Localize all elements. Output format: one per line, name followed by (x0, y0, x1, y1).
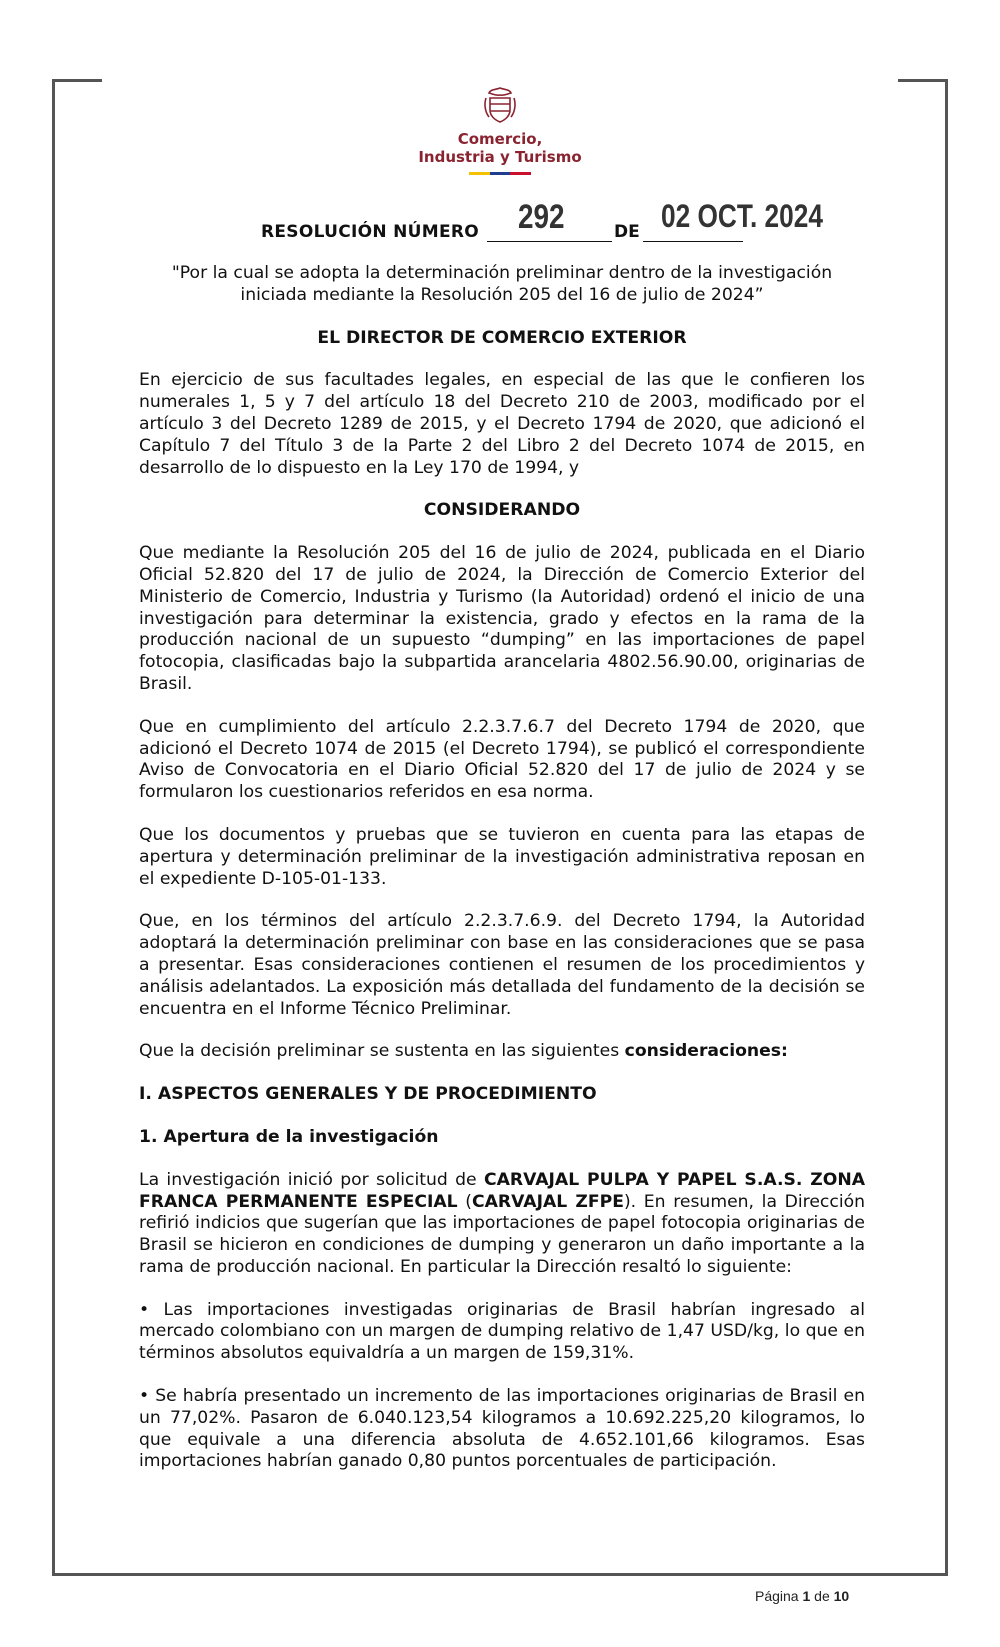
page-label: Página (755, 1588, 799, 1604)
subtitle-line-1: "Por la cual se adopta la determinación preliminar dentro de la investigación (171, 263, 833, 283)
resolution-label: RESOLUCIÓN NÚMERO (261, 222, 480, 242)
preamble-paragraph: En ejercicio de sus facultades legales, en especial de las que le confieren los numerales 1, 5 y 7 del artículo 18 del Decreto 210 de 2003, modificado por el artículo 3 del Decreto 1289 de 2015, y el Decreto 1794 de 2020, que adicionó el Capítulo 7 del Título 3 de la Parte 2 del Libro 2 del Decreto 1074 de 2015, en desarrollo de lo dispuesto en la Ley 170 de 1994, y (139, 370, 865, 478)
bullet-2: • Se habría presentado un incremento de las importaciones originarias de Brasil en un 77,02%. Pasaron de 6.040.123,54 kilogramos a 10.692.225,20 kilogramos, lo que equivale a una diferencia absoluta de 4.652.101,66 kilogramos. Esas importaciones habrían ganado 0,80 puntos porcentuales de participación. (139, 1386, 865, 1472)
paragraph-4: Que, en los términos del artículo 2.2.3.7.6.9. del Decreto 1794, la Autoridad adoptará la determinación preliminar con base en las consideraciones que se pasa a presentar. Esas consideraciones contienen el resumen de los procedimientos y análisis adelantados. La exposición más detallada del fundamento de la decisión se encuentra en el Informe Técnico Preliminar. (139, 911, 865, 1019)
paragraph-5-bold: consideraciones: (624, 1041, 788, 1062)
page-of: de (814, 1588, 830, 1604)
page-total: 10 (833, 1588, 850, 1604)
paragraph-2: Que en cumplimiento del artículo 2.2.3.7.6.7 del Decreto 1794 de 2020, que adicionó el Decreto 1074 de 2015 (el Decreto 1794), se publicó el correspondiente Aviso de Convocatoria en el Diario Oficial 52.820 del 17 de julio de 2024 y se formularon los cuestionarios referidos en esa norma. (139, 716, 865, 803)
subsection-heading-1: 1. Apertura de la investigación (139, 1126, 439, 1147)
de-label: DE (614, 222, 640, 242)
paragraph-3: Que los documentos y pruebas que se tuvieron en cuenta para las etapas de apertura y determinación preliminar de la investigación administrativa reposan en el expediente D-105-01-133. (139, 824, 865, 889)
subtitle-line-2: iniciada mediante la Resolución 205 del 16 de julio de 2024” (240, 284, 764, 305)
paragraph-6 (139, 1170, 865, 1279)
authority-heading: EL DIRECTOR DE COMERCIO EXTERIOR (317, 327, 687, 348)
page-footer (755, 1588, 849, 1604)
logo-line-1: Comercio, (457, 130, 543, 148)
bullet-1: • Las importaciones investigadas originarias de Brasil habrían ingresado al mercado colombiano con un margen de dumping relativo de 1,47 USD/kg, lo que en términos absolutos equivaldría a un margen de 159,31%. (139, 1299, 865, 1364)
resolution-number: 292 (518, 198, 565, 236)
company-abbrev: CARVAJAL ZFPE (472, 1191, 624, 1212)
paragraph-5-text: Que la decisión preliminar se sustenta en las siguientes (139, 1041, 625, 1062)
number-underline (487, 241, 612, 242)
paragraph-6-c: ( (457, 1191, 472, 1212)
paragraph-5 (139, 1041, 865, 1063)
document-body (139, 263, 865, 1473)
resolution-date: 02 OCT. 2024 (661, 198, 823, 234)
coat-of-arms-icon (479, 84, 521, 126)
paragraph-1: Que mediante la Resolución 205 del 16 de julio de 2024, publicada en el Diario Oficial 52.820 del 17 de julio de 2024, la Dirección de Comercio Exterior del Ministerio de Comercio, Industria y Turismo (la Autoridad) ordenó el inicio de una investigación para determinar la existencia, grado y efectos en la rama de la producción nacional de un supuesto “dumping” en las importaciones de papel fotocopia, clasificadas bajo la subpartida arancelaria 4802.56.90.00, originarias de Brasil. (139, 543, 865, 694)
considerando-heading: CONSIDERANDO (423, 500, 581, 521)
logo-line-2: Industria y Turismo (418, 148, 582, 166)
paragraph-6-e: ). En resumen, la Dirección refirió indicios que sugerían que las importaciones de papel fotocopia originarias de Brasil se hicieron en condiciones de dumping y generaron un daño importante a la rama de producción nacional. En particular la Dirección resaltó lo siguiente: (139, 1191, 865, 1277)
section-heading-1: I. ASPECTOS GENERALES Y DE PROCEDIMIENTO (139, 1084, 597, 1105)
date-underline (643, 241, 743, 242)
ministry-logo (400, 84, 600, 175)
flag-bar (469, 172, 531, 175)
paragraph-6-a: La investigación inició por solicitud de (139, 1169, 484, 1190)
company-name: CARVAJAL PULPA Y PAPEL S.A.S. ZONA FRANCA PERMANENTE ESPECIAL (139, 1169, 866, 1212)
page-current: 1 (802, 1588, 811, 1604)
